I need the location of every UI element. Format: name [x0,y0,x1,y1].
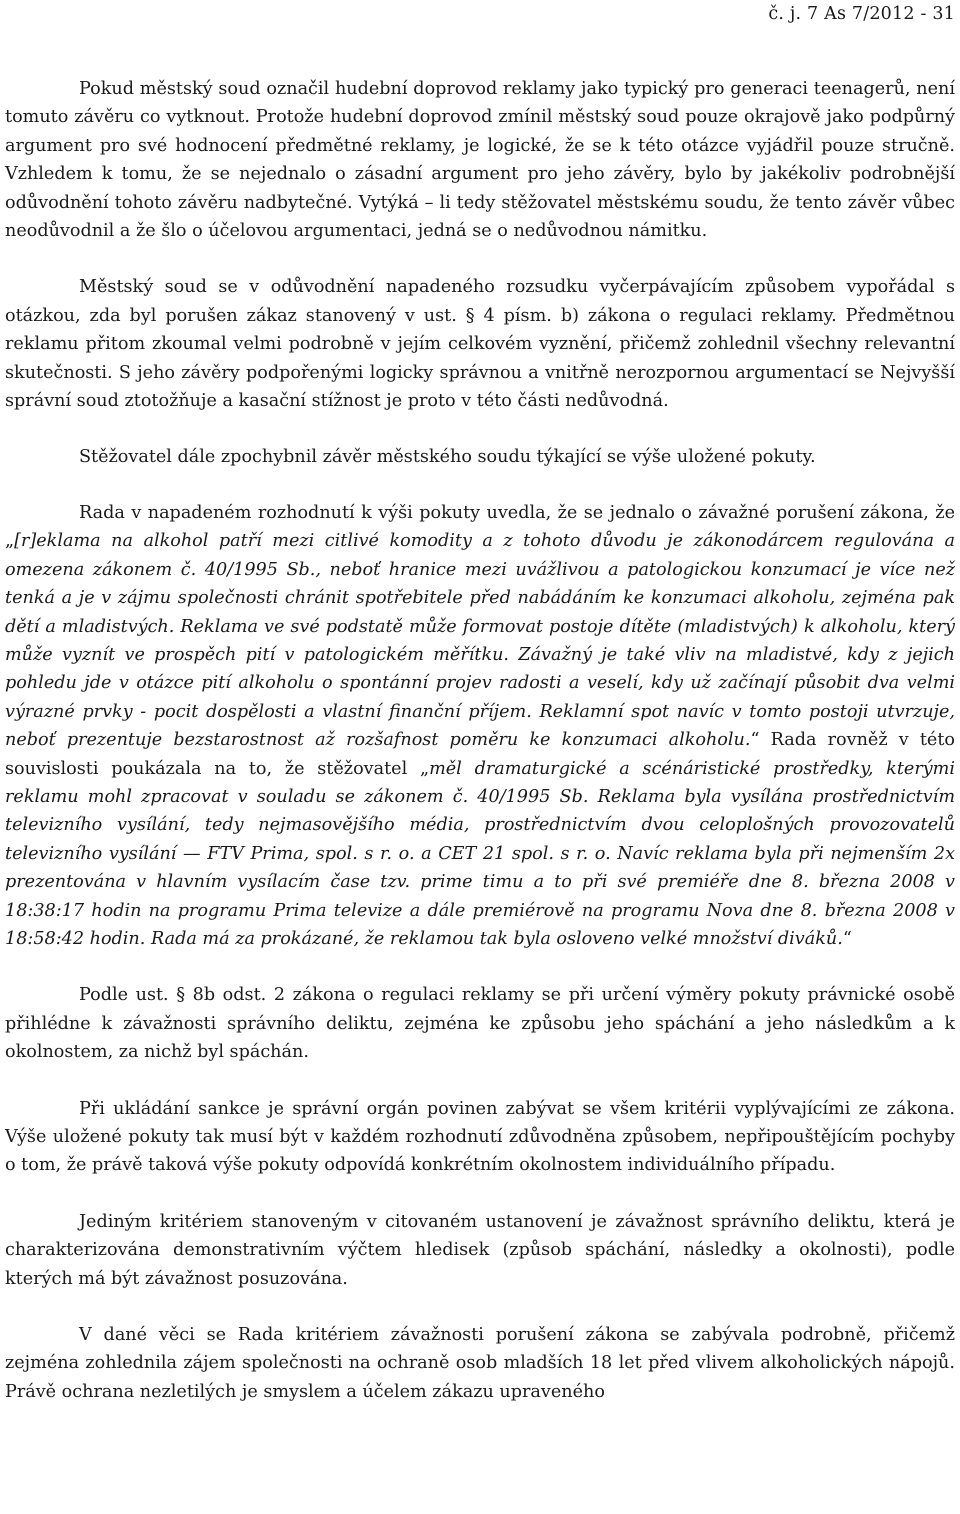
paragraph-section-8b: Podle ust. § 8b odst. 2 zákona o regulaci reklamy se při určení výměry pokuty právnické osobě přihlédne k závažnosti správního deliktu, zejména ke způsobu jeho spáchání a jeho následkům a k okolnostem, za nichž byl spáchán. [5,985,955,1063]
paragraph-sole-criterion: Jediným kritériem stanoveným v citovaném ustanovení je závažnost správního deliktu, která je charakterizována demonstrativním výčtem hledisek (způsob spáchání, následky a okolnosti), podle kterých má být závažnost posuzována. [5,1211,955,1289]
quote-closing-mark: “ [842,928,852,949]
document-page [5,0,955,1406]
case-number-header: č. j. 7 As 7/2012 - 31 [768,4,955,24]
paragraph-fine-challenge: Stěžovatel dále zpochybnil závěr městského soudu týkající se výše uložené pokuty. [79,447,816,468]
paragraph-council-quotation [5,499,955,954]
paragraph-council-severity: V dané věci se Rada kritériem závažnosti porušení zákona se zabývala podrobně, přičemž zejména zohlednila zájem společnosti na ochraně osob mladších 18 let před vlivem alkoholických nápojů. Právě ochrana nezletilých je smyslem a účelem zákazu upraveného [5,1325,955,1402]
paragraph-music-accompaniment: Pokud městský soud označil hudební doprovod reklamy jako typický pro generaci teenagerů, není tomuto závěru co vytknout. Protože hudební doprovod zmínil městský soud pouze okrajově jako podpůrný argument pro své hodnocení předmětné reklamy, je logické, že se k této otázce vyjádřil pouze stručně. Vzhledem k tomu, že se nejednalo o zásadní argument pro jeho závěry, bylo by jakékoliv podrobnější odůvodnění tohoto závěru nadbytečné. Vytýká – li tedy stěžovatel městskému soudu, že tento závěr vůbec neodůvodnil a že šlo o účelovou argumentaci, jedná se o nedůvodnou námitku. [5,79,955,242]
quote-alcohol-advertising: [r]eklama na alkohol patří mezi citlivé komodity a z tohoto důvodu je zákonodárcem regulována a omezena zákonem č. 40/1995 Sb., neboť hranice mezi uvážlivou a patologickou konzumací je více než tenká a je v zájmu společnosti chránit spotřebitele před nabádáním ke konzumaci alkoholu, zejména pak dětí a mladistvých. Reklama ve své podstatě může formovat postoje dítěte (mladistvých) k alkoholu, který může vyznít ve prospěch pití v patologickém měřítku. Závažný je také vliv na mladistvé, kdy z jejich pohledu jde v otázce pití alkoholu o spontánní projev radosti a veselí, kdy už začínají působit dva velmi výrazné prvky - pocit dospělosti a vlastní finanční příjem. Reklamní spot navíc v tomto postoji utvrzuje, neboť prezentuje bezstarostnost až rozšafnost poměru ke konzumaci alkoholu. [5,531,955,751]
quote-bridge-text: “ Rada rovněž v této souvislosti poukázala na to, že stěžovatel „ [5,730,955,779]
quote-intro-text: Rada v napadeném rozhodnutí k výši pokuty uvedla, že se jednalo o závažné porušení zákona, že „ [5,502,955,552]
paragraph-sanction-criteria: Při ukládání sankce je správní orgán povinen zabývat se všem kritérii vyplývajícími ze zákona. Výše uložené pokuty tak musí být v každém rozhodnutí zdůvodněna způsobem, nepřipouštějícím pochyby o tom, že právě taková výše pokuty odpovídá konkrétním okolnostem individuálního případu. [5,1098,955,1176]
paragraph-city-court-assessment: Městský soud se v odůvodnění napadeného rozsudku vyčerpávajícím způsobem vypořádal s otázkou, zda byl porušen zákaz stanovený v ust. § 4 písm. b) zákona o regulaci reklamy. Předmětnou reklamu přitom zkoumal velmi podrobně v jejím celkovém vyznění, přičemž zohlednil všechny relevantní skutečnosti. S jeho závěry podpořenými logicky správnou a vnitřně nerozpornou argumentací se Nejvyšší správní soud ztotožňuje a kasační stížnost je proto v této části nedůvodná. [5,277,955,412]
quote-dramaturgy: měl dramaturgické a scénáristické prostředky, kterými reklamu mohl zpracovat v souladu se zákonem č. 40/1995 Sb. Reklama byla vysílána prostřednictvím televizního vysílání, tedy nejmasovějšího média, prostřednictvím dvou celoplošných provozovatelů televizního vysílání — FTV Prima, spol. s r. o. a CET 21 spol. s r. o. Navíc reklama byla při nejmenším 2x prezentována v hlavním vysílacím čase tzv. prime timu a to při své premiéře dne 8. března 2008 v 18:38:17 hodin na programu Prima televize a dále premiérově na programu Nova dne 8. března 2008 v 18:58:42 hodin. Rada má za prokázané, že reklamou tak byla osloveno velké množství diváků. [5,758,955,949]
